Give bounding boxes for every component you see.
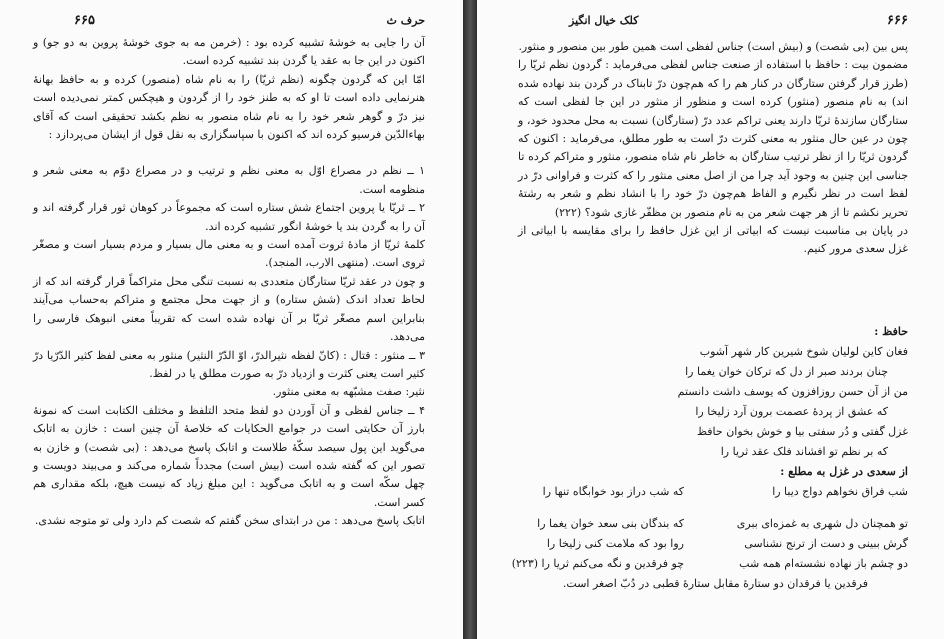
paragraph: مضمون بیت : حافظ با استفاده از صنعت جناس لفظی می‌فرماید : گردون نظم ثریّا را (طرز قرار گرفتن ستارگان در کنار هم را که هم‌چون درّ تابناک در گردن بند نهاده شده اند) به نام منصور (منثور) کرده است و منظور از منثور در این جا لفظی است که ستارگان سازندهٔ ثریّا دارند یعنی تراکم عدد درّ (ستارگان) نسبت به محل محدود خود، و چون در عین حال منثور به معنی کثرت درّ است به طور مطلق، می‌فرماید : اکنون که گردون ثریّا را از نظر ترتیب ستارگان به خاطر نام شاه منصور، منثور و متراکم کرده تا جناسی این چنین به وجود آید چرا من از اصل معنی منثور را که کثرت و فراوانی درّ در لفظ است در نظر نگیرم و الفاظ هم‌چون درّ خود را با انشاد نظم و شعر به رشتهٔ تحریر نکشم تا از هر جهت شعر من به نام منصور بن مظفّر غازی شود؟ (۲۲۲): [518, 58, 908, 219]
hemistich: تو همچنان دل شهری به غمزه‌ای ببری: [736, 517, 908, 530]
verse: فغان کاین لولیان شوخ شیرین کار شهر آشوب: [699, 345, 908, 358]
saadi-verse: [488, 534, 908, 554]
right-body: [518, 38, 908, 259]
hemistich: که بندگان بنی سعد خوان یغما را: [537, 517, 684, 530]
hemistich: شب فراق نخواهم دواج دیبا را: [772, 485, 908, 498]
hemistich: که شب دراز بود خوابگاه تنها را: [542, 485, 684, 498]
verse: غزل گفتی و دُر سفتی بیا و خوش بخوان حافظ: [696, 425, 908, 438]
hemistich: گرش ببینی و دست از ترنج نشناسی: [744, 537, 908, 550]
paragraph: و چون در عقد ثریّا ستارگان متعددی به نسبت تنگی محل متراکماً قرار گرفته اند که از لحاظ تعداد اندک (شش ستاره) و از جهت محل مجتمع و متراکم به‌حساب می‌آیند بنابراین اسم مصغّر ثریّا بر آن نهاده شده است که تقریباً معنی انبوهک فارسی را می‌دهد.: [33, 274, 425, 344]
paragraph: در پایان بی مناسبت نیست که ابیاتی از این غزل حافظ را برای مقایسه با ابیاتی از غزل سعدی مرور کنیم.: [518, 224, 908, 256]
paragraph: پس بین (بی شصت) و (بیش است) جناس لفظی است همین طور بین منصور و منثور.: [518, 40, 908, 53]
hemistich: دو چشم باز نهاده نشسته‌ام همه شب: [739, 557, 908, 570]
saadi-verse: [488, 514, 908, 534]
page-header: حرف ث: [386, 14, 425, 27]
saadi-verse: [488, 554, 908, 574]
paragraph: امّا این که گردون چگونه (نظم ثریّا) را به نام شاه (منصور) کرده و به حافظ بهانهٔ هنرنمایی داده است تا او که به طنز خود را از گردون و هیچکس کمتر نمی‌دیده است نیز درّ و گوهر شعر خود را به نام شاه منصور به نظم بکشد تحقیقی است که آقای بهاءالدّین فرسیو کرده اند که اکنون با سپاسگزاری به نقل قول از ایشان می‌پردازد :: [33, 72, 426, 142]
paragraph: آن را جایی به خوشهٔ تشبیه کرده بود : (خرمن مه به جوی خوشهٔ پروین به دو جو) و اکنون در این جا به عقد یا گردن بند تشبیه کرده است.: [33, 36, 425, 68]
paragraph: اتابک پاسخ می‌دهد : من در ابتدای سخن گفتم که شصت کم دارد ولی تو متوجه نشدی.: [34, 514, 425, 528]
saadi-block: [488, 462, 908, 594]
page-number: ۶۶۵: [74, 13, 95, 28]
left-body: [33, 34, 425, 531]
footnote: فرقدین یا فرقدان دو ستارهٔ مقابل ستارهٔ قطبی در دُبّ اصغر است.: [562, 577, 868, 590]
paragraph: کلمهٔ ثریّا از مادهٔ ثروت آمده است و به معنی مال بسیار و مردم بسیار است و مصغّر ثروی است. (منتهی الارب، المنجد).: [33, 238, 425, 270]
paragraph: نثیر: صفت مشبّهه به معنی منثور.: [272, 385, 425, 399]
hemistich: چو فرقدین و نگه می‌کنم ثریا را (۲۲۳): [511, 557, 684, 570]
saadi-label: از سعدی در غزل به مطلع :: [780, 465, 908, 478]
saadi-opening: [488, 482, 908, 502]
hafez-label: حافظ :: [874, 325, 908, 338]
paragraph: ۴ ــ جناس لفظی و آن آوردن دو لفظ متحد التلفظ و مختلف الکتابت است که نمونهٔ بارز آن حکایتی است در جوامع الحکایات که خلاصهٔ آن چنین است : خازن به اتابک می‌گوید این پول سیصد سکّهٔ طلاست و اتابک پاسخ می‌دهد : (بی شصت) و خازن به تصور این که گفته شده است (بیش است) مجدداً شماره می‌کند و می‌بیند دویست و چهل سکّه است و به اتابک می‌گوید : این مبلغ زیاد که نیست هیچ، بلکه مقداری هم کسر است.: [33, 403, 425, 509]
book-gutter: [463, 0, 477, 639]
paragraph: ۱ ــ نظم در مصراع اوّل به معنی نظم و ترتیب و در مصراع دوّم به معنی شعر و منظومه است.: [33, 164, 425, 196]
paragraph: ۳ ــ منثور : قتال : (کانّ لفظه نثیرالدرّ، اوّ الدّرّ النثیر) منثور به معنی لفظ کثیر الدّرّیا درّ کثیر است یعنی کثرت و ازدیاد درّ به صورت مطلق یا در لفظ.: [33, 348, 425, 380]
verse: چنان بردند صبر از دل که ترکان خوان یغما را: [685, 365, 888, 378]
left-page: [0, 0, 463, 639]
page-header: کلک خیال انگیز: [569, 14, 639, 27]
paragraph: ۲ ــ ثریّا یا پروین اجتماع شش ستاره است که مجموعاً در کوهان ثور قرار گرفته اند و آن را به گردن بند یا خوشهٔ انگور تشبیه کرده اند.: [33, 201, 425, 233]
verse: من از آن حسن روزافزون که یوسف داشت دانستم: [677, 385, 908, 398]
page-number: ۶۶۶: [887, 13, 908, 28]
right-page: [477, 0, 944, 639]
verse: که عشق از پردهٔ عصمت برون آرد زلیخا را: [695, 405, 888, 418]
hemistich: روا بود که ملامت کنی زلیخا را: [546, 537, 684, 550]
verse: که بر نظم تو افشاند فلک عقد ثریا را: [720, 445, 888, 458]
hafez-block: [508, 322, 908, 462]
